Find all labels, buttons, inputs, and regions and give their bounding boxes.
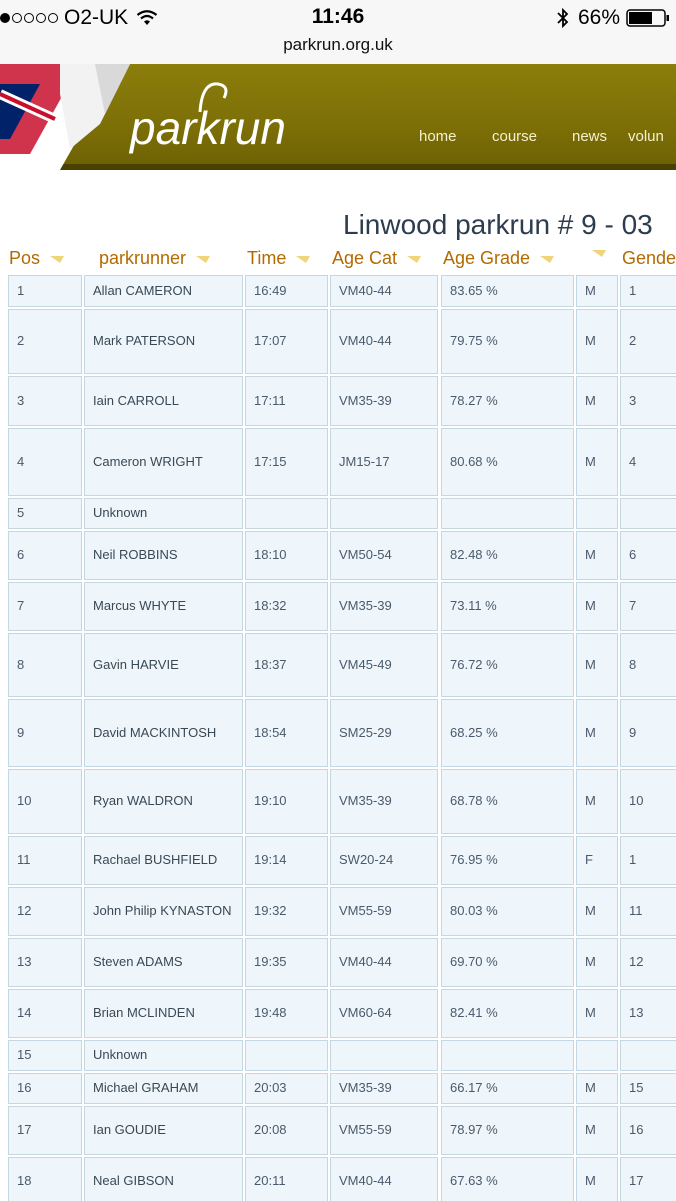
- cell-pos: 11: [8, 836, 82, 885]
- sort-icon: [196, 254, 210, 264]
- cell-pos: 15: [8, 1040, 82, 1071]
- cell-gender-pos: 12: [620, 938, 676, 987]
- cell-gender-pos: 1: [620, 836, 676, 885]
- table-row[interactable]: [0, 530, 676, 581]
- cell-time: 20:08: [245, 1106, 328, 1155]
- cell-age-grade: [441, 498, 574, 529]
- table-row[interactable]: [0, 308, 676, 375]
- table-row[interactable]: [0, 632, 676, 698]
- table-row[interactable]: [0, 497, 676, 530]
- sort-icon: [592, 248, 606, 258]
- cell-gender: M: [576, 938, 618, 987]
- cell-gender-pos: 15: [620, 1073, 676, 1104]
- cell-age-grade: [441, 1040, 574, 1071]
- cell-gender-pos: 7: [620, 582, 676, 631]
- cell-age-grade: 67.63 %: [441, 1157, 574, 1201]
- table-row[interactable]: [0, 768, 676, 835]
- svg-text:parkrun: parkrun: [130, 102, 286, 154]
- cell-gender: [576, 498, 618, 529]
- col-header-parkrunner[interactable]: [99, 248, 210, 269]
- cell-gender-pos: 13: [620, 989, 676, 1038]
- sort-icon: [296, 254, 310, 264]
- cell-age-cat: VM35-39: [330, 769, 438, 834]
- cell-gender: M: [576, 1157, 618, 1201]
- table-row[interactable]: [0, 1039, 676, 1072]
- cell-time: 19:32: [245, 887, 328, 936]
- table-row[interactable]: [0, 1072, 676, 1105]
- status-bar: [0, 0, 676, 64]
- cell-gender: F: [576, 836, 618, 885]
- cell-age-grade: 76.95 %: [441, 836, 574, 885]
- cell-parkrunner[interactable]: Steven ADAMS: [84, 938, 243, 987]
- cell-age-grade: 82.41 %: [441, 989, 574, 1038]
- sort-icon: [540, 254, 554, 264]
- cell-gender: M: [576, 428, 618, 496]
- col-header-time[interactable]: [247, 248, 310, 269]
- table-row[interactable]: [0, 988, 676, 1039]
- cell-gender-pos: [620, 1040, 676, 1071]
- cell-gender: M: [576, 376, 618, 426]
- battery-status: [556, 6, 670, 30]
- cell-gender-pos: 8: [620, 633, 676, 697]
- cell-gender-pos: [620, 498, 676, 529]
- cell-gender: M: [576, 582, 618, 631]
- table-row[interactable]: [0, 274, 676, 308]
- cell-gender: M: [576, 275, 618, 307]
- union-flag-icon: [0, 64, 140, 170]
- parkrun-logo[interactable]: [128, 72, 298, 162]
- cell-age-cat: VM40-44: [330, 275, 438, 307]
- cell-parkrunner[interactable]: Neal GIBSON: [84, 1157, 243, 1201]
- cell-gender-pos: 4: [620, 428, 676, 496]
- cell-time: 19:10: [245, 769, 328, 834]
- cell-gender: M: [576, 1106, 618, 1155]
- cell-age-grade: 78.27 %: [441, 376, 574, 426]
- cell-age-grade: 79.75 %: [441, 309, 574, 374]
- cell-age-cat: VM40-44: [330, 1157, 438, 1201]
- cell-time: 20:03: [245, 1073, 328, 1104]
- cell-gender: [576, 1040, 618, 1071]
- cell-time: [245, 498, 328, 529]
- table-row[interactable]: [0, 1105, 676, 1156]
- cell-time: 16:49: [245, 275, 328, 307]
- cell-parkrunner[interactable]: Michael GRAHAM: [84, 1073, 243, 1104]
- table-row[interactable]: [0, 375, 676, 427]
- cell-age-cat: VM40-44: [330, 309, 438, 374]
- cell-age-cat: VM55-59: [330, 887, 438, 936]
- page-title: Linwood parkrun # 9 - 03: [343, 209, 653, 240]
- cell-age-cat: VM50-54: [330, 531, 438, 580]
- cell-time: 17:11: [245, 376, 328, 426]
- cell-time: 18:37: [245, 633, 328, 697]
- results-table-header: [0, 248, 676, 272]
- col-header-label: Age Grade: [443, 248, 531, 268]
- cell-gender: M: [576, 1073, 618, 1104]
- cell-parkrunner[interactable]: Unknown: [84, 498, 243, 529]
- cell-age-cat: [330, 1040, 438, 1071]
- cell-parkrunner[interactable]: Rachael BUSHFIELD: [84, 836, 243, 885]
- sort-icon: [50, 254, 64, 264]
- cell-pos: 8: [8, 633, 82, 697]
- cell-time: 17:15: [245, 428, 328, 496]
- cell-parkrunner[interactable]: Allan CAMERON: [84, 275, 243, 307]
- cell-pos: 5: [8, 498, 82, 529]
- cell-gender: M: [576, 699, 618, 767]
- cell-age-cat: SM25-29: [330, 699, 438, 767]
- table-row[interactable]: [0, 581, 676, 632]
- cell-gender: M: [576, 633, 618, 697]
- cell-gender-pos: 1: [620, 275, 676, 307]
- nav-home[interactable]: home: [419, 128, 457, 145]
- cell-age-grade: 82.48 %: [441, 531, 574, 580]
- battery-percent: 66%: [577, 6, 620, 29]
- cell-time: 19:48: [245, 989, 328, 1038]
- cell-age-grade: 73.11 %: [441, 582, 574, 631]
- carrier-name: O2-UK: [64, 6, 129, 29]
- cell-gender-pos: 17: [620, 1157, 676, 1201]
- cell-parkrunner[interactable]: John Philip KYNASTON: [84, 887, 243, 936]
- table-row[interactable]: [0, 427, 676, 497]
- cell-parkrunner[interactable]: Neil ROBBINS: [84, 531, 243, 580]
- cell-age-grade: 68.78 %: [441, 769, 574, 834]
- cell-age-grade: 83.65 %: [441, 275, 574, 307]
- cell-age-grade: 80.03 %: [441, 887, 574, 936]
- cell-gender: M: [576, 989, 618, 1038]
- address-url[interactable]: parkrun.org.uk: [283, 35, 393, 54]
- col-header-age-grade[interactable]: [443, 248, 554, 269]
- cell-age-cat: VM60-64: [330, 989, 438, 1038]
- cell-time: 19:35: [245, 938, 328, 987]
- cell-parkrunner[interactable]: Ian GOUDIE: [84, 1106, 243, 1155]
- cell-pos: 2: [8, 309, 82, 374]
- cell-age-cat: SW20-24: [330, 836, 438, 885]
- cell-gender: M: [576, 309, 618, 374]
- sort-icon: [407, 254, 421, 264]
- site-header: [0, 64, 676, 170]
- cell-pos: 14: [8, 989, 82, 1038]
- cell-parkrunner[interactable]: Marcus WHYTE: [84, 582, 243, 631]
- cell-parkrunner[interactable]: Brian MCLINDEN: [84, 989, 243, 1038]
- bluetooth-icon: [556, 8, 570, 28]
- cell-time: 18:54: [245, 699, 328, 767]
- table-row[interactable]: [0, 1156, 676, 1201]
- nav-news[interactable]: news: [572, 128, 608, 145]
- cell-pos: 17: [8, 1106, 82, 1155]
- col-header-label: Age Cat: [332, 248, 398, 268]
- cell-time: [245, 1040, 328, 1071]
- cell-pos: 10: [8, 769, 82, 834]
- cell-time: 18:10: [245, 531, 328, 580]
- col-header-label: parkrunner: [99, 248, 187, 268]
- cell-age-cat: [330, 498, 438, 529]
- cell-parkrunner[interactable]: Ryan WALDRON: [84, 769, 243, 834]
- cell-gender-pos: 2: [620, 309, 676, 374]
- cell-parkrunner[interactable]: Unknown: [84, 1040, 243, 1071]
- col-header-label: Pos: [9, 248, 41, 268]
- cell-age-grade: 76.72 %: [441, 633, 574, 697]
- cell-pos: 1: [8, 275, 82, 307]
- cell-pos: 18: [8, 1157, 82, 1201]
- cell-gender-pos: 9: [620, 699, 676, 767]
- cell-age-cat: VM55-59: [330, 1106, 438, 1155]
- table-row[interactable]: [0, 937, 676, 988]
- cell-age-cat: VM40-44: [330, 938, 438, 987]
- cell-age-cat: VM45-49: [330, 633, 438, 697]
- table-row[interactable]: [0, 835, 676, 886]
- clock-time: 11:46: [311, 5, 365, 28]
- cell-age-cat: VM35-39: [330, 376, 438, 426]
- col-header-gender-sort[interactable]: [580, 248, 606, 258]
- cell-pos: 7: [8, 582, 82, 631]
- col-header-age-cat[interactable]: [332, 248, 421, 269]
- cell-time: 19:14: [245, 836, 328, 885]
- cell-gender: M: [576, 769, 618, 834]
- cell-age-grade: 78.97 %: [441, 1106, 574, 1155]
- cell-pos: 3: [8, 376, 82, 426]
- cell-age-grade: 80.68 %: [441, 428, 574, 496]
- cell-gender: M: [576, 887, 618, 936]
- cell-age-grade: 68.25 %: [441, 699, 574, 767]
- col-header-label: Time: [247, 248, 287, 268]
- cell-gender-pos: 3: [620, 376, 676, 426]
- col-header-gender[interactable]: [622, 248, 676, 269]
- col-header-pos[interactable]: [9, 248, 64, 269]
- cell-age-grade: 69.70 %: [441, 938, 574, 987]
- cell-pos: 6: [8, 531, 82, 580]
- cell-gender-pos: 10: [620, 769, 676, 834]
- cell-parkrunner[interactable]: Cameron WRIGHT: [84, 428, 243, 496]
- cell-pos: 13: [8, 938, 82, 987]
- cell-gender-pos: 6: [620, 531, 676, 580]
- table-row[interactable]: [0, 698, 676, 768]
- cell-time: 17:07: [245, 309, 328, 374]
- cell-parkrunner[interactable]: Iain CARROLL: [84, 376, 243, 426]
- table-row[interactable]: [0, 886, 676, 937]
- cell-age-grade: 66.17 %: [441, 1073, 574, 1104]
- cell-pos: 9: [8, 699, 82, 767]
- cell-age-cat: VM35-39: [330, 582, 438, 631]
- col-header-label: Gende: [622, 248, 676, 268]
- cell-parkrunner[interactable]: Gavin HARVIE: [84, 633, 243, 697]
- cell-gender-pos: 11: [620, 887, 676, 936]
- cell-age-cat: JM15-17: [330, 428, 438, 496]
- cell-time: 20:11: [245, 1157, 328, 1201]
- battery-icon: [626, 8, 670, 28]
- cell-pos: 16: [8, 1073, 82, 1104]
- nav-course[interactable]: course: [492, 128, 538, 145]
- cell-time: 18:32: [245, 582, 328, 631]
- cell-pos: 4: [8, 428, 82, 496]
- cell-gender: M: [576, 531, 618, 580]
- cell-age-cat: VM35-39: [330, 1073, 438, 1104]
- nav-volunteer[interactable]: volun: [628, 128, 664, 145]
- cell-pos: 12: [8, 887, 82, 936]
- cell-parkrunner[interactable]: David MACKINTOSH: [84, 699, 243, 767]
- cell-gender-pos: 16: [620, 1106, 676, 1155]
- cell-parkrunner[interactable]: Mark PATERSON: [84, 309, 243, 374]
